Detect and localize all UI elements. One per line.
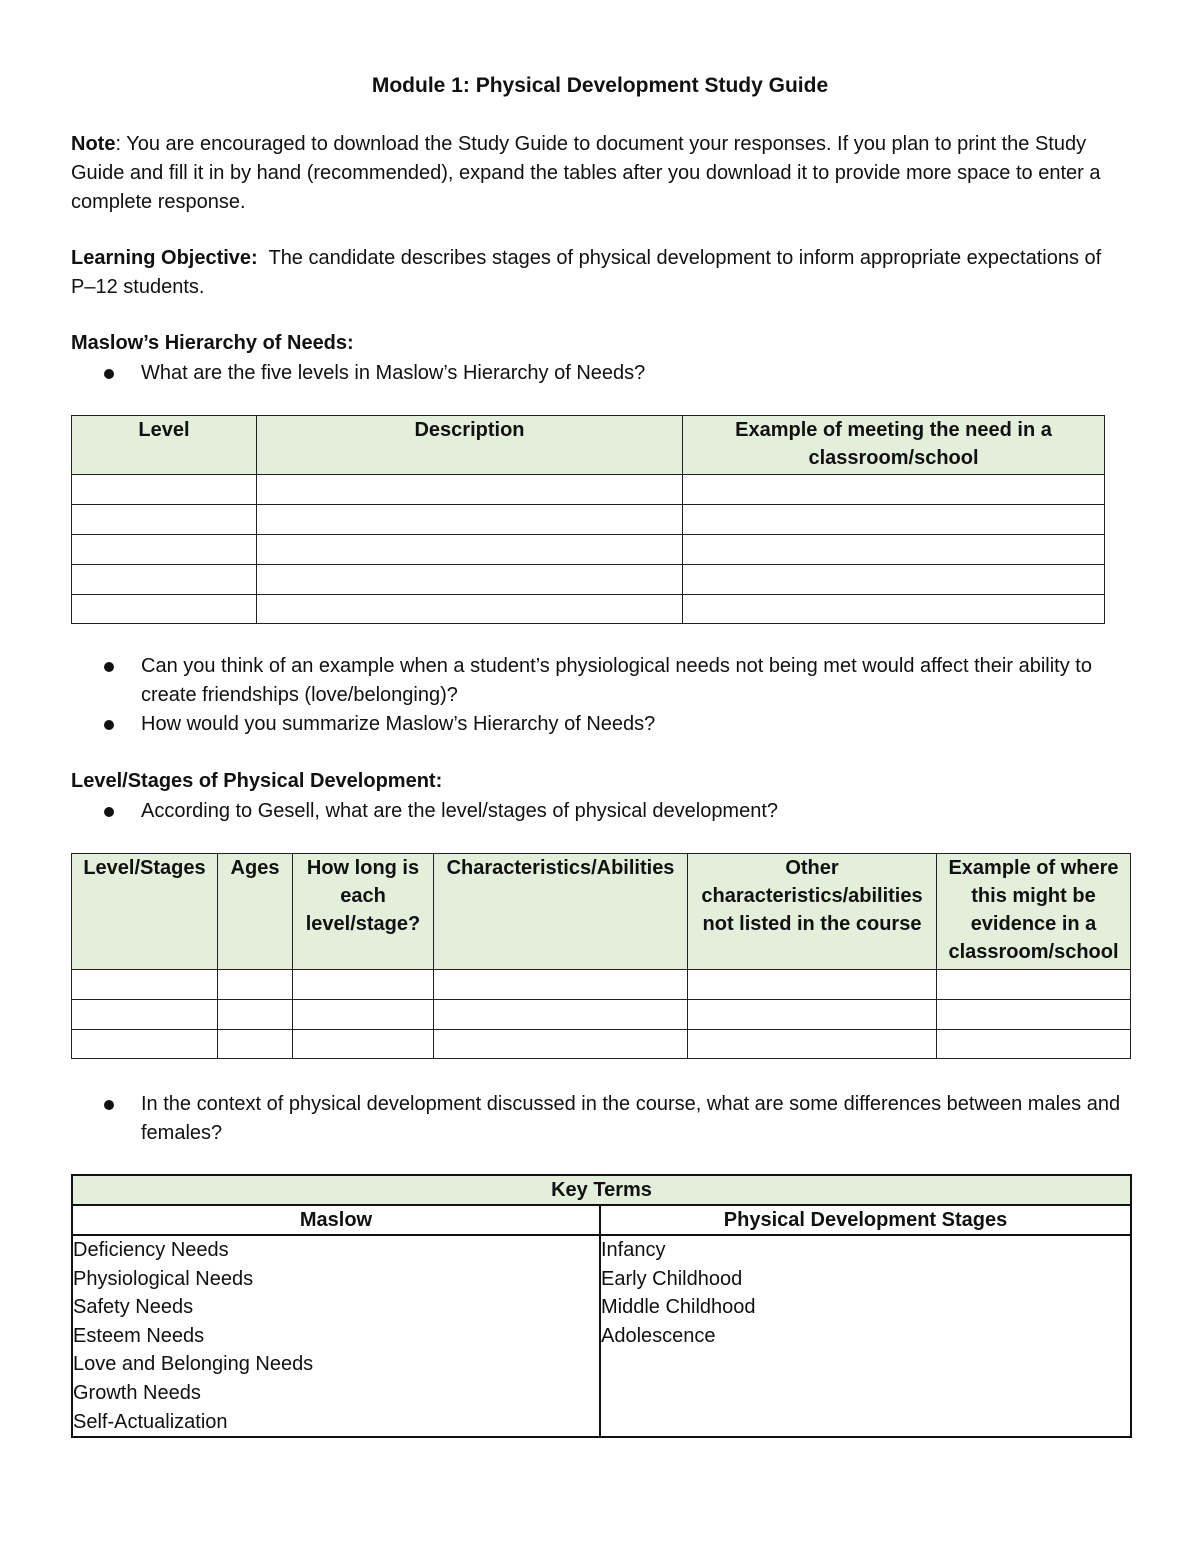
maslow-question-3: How would you summarize Maslow’s Hierarchy of Needs? xyxy=(141,713,656,735)
table-cell[interactable] xyxy=(72,505,257,535)
col-header-other-characteristics: Other characteristics/abilities not listed in the course xyxy=(688,854,937,970)
table-row xyxy=(72,565,1105,595)
bullet-icon xyxy=(104,369,114,379)
maslow-terms-cell xyxy=(72,1235,600,1437)
table-cell[interactable] xyxy=(72,475,257,505)
key-terms-table xyxy=(71,1174,1132,1438)
list-item: Infancy xyxy=(601,1239,666,1261)
page-title: Module 1: Physical Development Study Guide xyxy=(371,74,829,97)
table-cell[interactable] xyxy=(683,535,1105,565)
table-cell[interactable] xyxy=(293,1000,434,1030)
note-paragraph xyxy=(71,130,1131,217)
table-cell[interactable] xyxy=(683,505,1105,535)
list-item: Love and Belonging Needs xyxy=(73,1353,314,1376)
table-cell[interactable] xyxy=(683,475,1105,505)
table-cell[interactable] xyxy=(72,970,218,1000)
col-header-classroom-example: Example of where this might be evidence in a classroom/school xyxy=(937,854,1131,970)
col-header-characteristics: Characteristics/Abilities xyxy=(434,854,688,970)
table-cell[interactable] xyxy=(257,475,683,505)
col-header-description: Description xyxy=(257,416,683,475)
table-row xyxy=(72,535,1105,565)
table-row xyxy=(72,475,1105,505)
table-cell[interactable] xyxy=(688,970,937,1000)
table-cell[interactable] xyxy=(72,1000,218,1030)
stages-question-1: According to Gesell, what are the level/stages of physical development? xyxy=(141,800,779,822)
bullet-icon xyxy=(104,720,114,730)
list-item: Adolescence xyxy=(601,1324,716,1347)
list-item: Safety Needs xyxy=(73,1296,194,1319)
stages-table xyxy=(71,853,1131,1059)
list-item: Growth Needs xyxy=(73,1381,201,1404)
col-header-level-stages: Level/Stages xyxy=(72,854,218,970)
list-item: Self-Actualization xyxy=(73,1410,228,1433)
table-row xyxy=(72,1030,1131,1059)
maslow-question-2: Can you think of an example when a student’s physiological needs not being met would affect their ability to create friendships (love/belonging)? xyxy=(141,655,1092,706)
stage-terms-cell xyxy=(600,1235,1131,1437)
table-row xyxy=(72,505,1105,535)
maslow-table-header xyxy=(72,416,1105,475)
objective-paragraph xyxy=(71,244,1131,302)
bullet-icon xyxy=(104,807,114,817)
maslow-question-1: What are the five levels in Maslow’s Hierarchy of Needs? xyxy=(141,362,646,384)
col-header-ages: Ages xyxy=(218,854,293,970)
key-terms-maslow-header: Maslow xyxy=(72,1205,600,1235)
table-cell[interactable] xyxy=(434,1000,688,1030)
table-cell[interactable] xyxy=(434,1030,688,1059)
table-cell[interactable] xyxy=(257,535,683,565)
table-cell[interactable] xyxy=(688,1000,937,1030)
key-terms-stages-header: Physical Development Stages xyxy=(600,1205,1131,1235)
table-row xyxy=(72,595,1105,624)
bullet-icon xyxy=(104,662,114,672)
list-item: Esteem Needs xyxy=(73,1324,205,1347)
table-cell[interactable] xyxy=(257,565,683,595)
bullet-icon xyxy=(104,1100,114,1110)
maslow-heading: Maslow’s Hierarchy of Needs: xyxy=(71,332,354,354)
list-item: Early Childhood xyxy=(601,1267,743,1290)
list-item: Physiological Needs xyxy=(73,1267,254,1290)
table-cell[interactable] xyxy=(434,970,688,1000)
key-terms-header-row xyxy=(72,1205,1131,1235)
table-cell[interactable] xyxy=(218,970,293,1000)
key-terms-body-row xyxy=(72,1235,1131,1437)
objective-text: The candidate describes stages of physical development to inform appropriate expectations of P–12 students. xyxy=(71,247,1107,298)
col-header-level: Level xyxy=(72,416,257,475)
table-cell[interactable] xyxy=(937,1030,1131,1059)
table-cell[interactable] xyxy=(72,1030,218,1059)
table-cell[interactable] xyxy=(937,970,1131,1000)
table-cell[interactable] xyxy=(293,970,434,1000)
stages-question-2: In the context of physical development discussed in the course, what are some differences between males and females? xyxy=(141,1093,1121,1144)
note-label: Note xyxy=(71,133,116,155)
table-cell[interactable] xyxy=(688,1030,937,1059)
col-header-duration: How long is each level/stage? xyxy=(293,854,434,970)
stages-table-header xyxy=(72,854,1131,970)
key-terms-title: Key Terms xyxy=(72,1175,1131,1205)
table-cell[interactable] xyxy=(937,1000,1131,1030)
table-cell[interactable] xyxy=(218,1030,293,1059)
objective-label: Learning Objective: xyxy=(71,247,258,269)
table-cell[interactable] xyxy=(72,565,257,595)
maslow-table xyxy=(71,415,1105,624)
table-cell[interactable] xyxy=(72,595,257,624)
table-cell[interactable] xyxy=(257,595,683,624)
table-row xyxy=(72,970,1131,1000)
table-row xyxy=(72,1000,1131,1030)
table-cell[interactable] xyxy=(293,1030,434,1059)
table-cell[interactable] xyxy=(683,595,1105,624)
list-item: Deficiency Needs xyxy=(73,1239,229,1261)
stages-heading: Level/Stages of Physical Development: xyxy=(71,770,443,792)
key-terms-title-row xyxy=(72,1175,1131,1205)
table-cell[interactable] xyxy=(72,535,257,565)
col-header-example: Example of meeting the need in a classroom/school xyxy=(683,416,1105,475)
table-cell[interactable] xyxy=(257,505,683,535)
table-cell[interactable] xyxy=(218,1000,293,1030)
list-item: Middle Childhood xyxy=(601,1296,756,1319)
note-text: : You are encouraged to download the Study Guide to document your responses. If you plan to print the Study Guide and fill it in by hand (recommended), expand the tables after you download it to provide more space to enter a complete response. xyxy=(71,133,1101,213)
table-cell[interactable] xyxy=(683,565,1105,595)
